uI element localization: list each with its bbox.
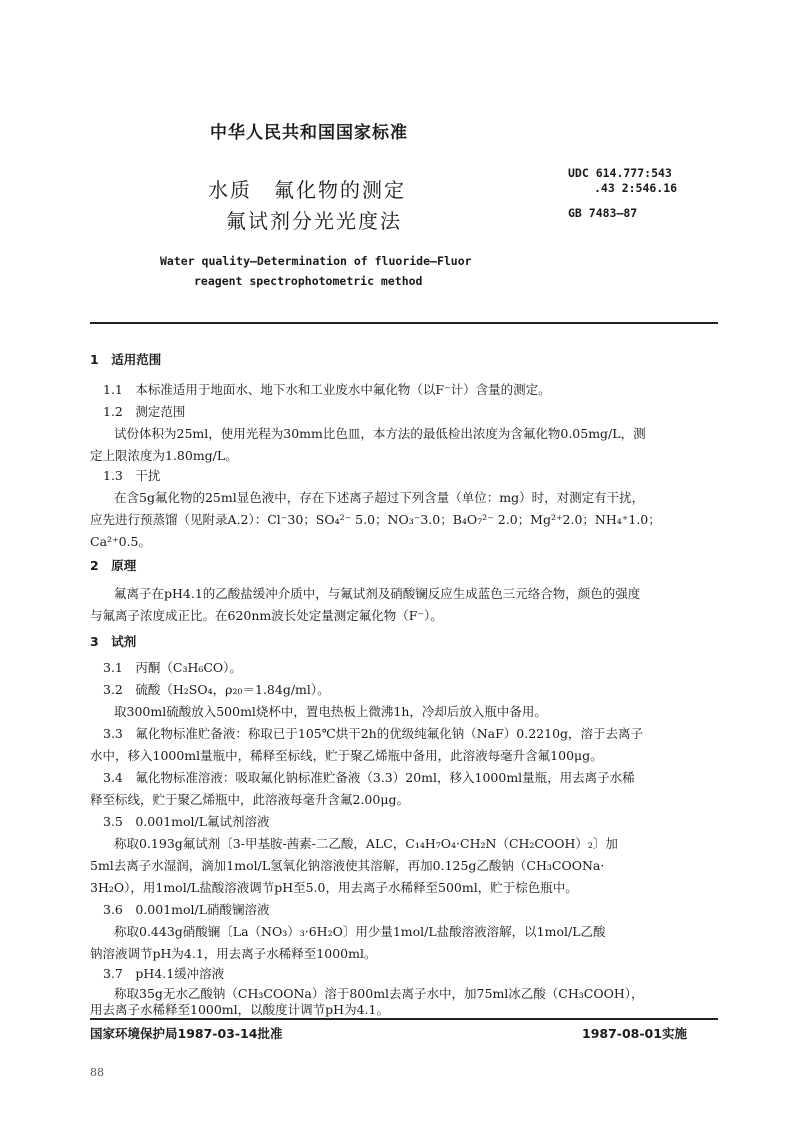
approval-date: 国家环境保护局1987-03-14批准: [90, 1026, 283, 1041]
udc-line-2: .43 2:546.16: [594, 181, 678, 195]
section-2-text-b: 与氟离子浓度成正比。在620nm波长处定量测定氟化物（F⁻）。: [90, 608, 443, 623]
clause-1-3-text-c: Ca²⁺0.5。: [90, 534, 152, 549]
clause-3-5-heading: 3.5 0.001mol/L氟试剂溶液: [103, 814, 270, 829]
udc-line-1: UDC 614.777:543: [568, 166, 672, 180]
clause-3-6-heading: 3.6 0.001mol/L硝酸镧溶液: [103, 902, 270, 917]
clause-3-5-text-c: 3H₂O），用1mol/L盐酸溶液调节pH至5.0，用去离子水稀释至500ml，贮于棕色瓶中。: [90, 880, 578, 895]
clause-3-7-text-b: 用去离子水稀释至1000ml，以酸度计调节pH为4.1。: [90, 1002, 389, 1017]
footer-rule: [90, 1018, 718, 1020]
title-line-2: 氟试剂分光光度法: [226, 209, 402, 233]
clause-3-3-text-a: 3.3 氟化物标准贮备液：称取已于105℃烘干2h的优级纯氟化钠（NaF）0.2210g，溶于去离子: [103, 726, 644, 741]
clause-3-7-heading: 3.7 pH4.1缓冲溶液: [103, 966, 225, 981]
clause-3-2-text: 取300ml硫酸放入500ml烧杯中，置电热板上微沸1h，冷却后放入瓶中备用。: [114, 704, 547, 719]
page-number: 88: [90, 1066, 104, 1079]
clause-3-7-text-a: 称取35g无水乙酸钠（CH₃COONa）溶于800ml去离子水中，加75ml冰乙酸（CH₃COOH），: [114, 986, 644, 1001]
english-title-line-2: reagent spectrophotometric method: [194, 274, 423, 288]
clause-1-1: 1.1 本标准适用于地面水、地下水和工业废水中氟化物（以F⁻计）含量的测定。: [103, 382, 551, 397]
clause-1-2-text-a: 试份体积为25ml，使用光程为30mm比色皿，本方法的最低检出浓度为含氟化物0.05mg/L，测: [114, 426, 646, 441]
clause-3-1: 3.1 丙酮（C₃H₆CO）。: [103, 660, 242, 675]
clause-1-2-text-b: 定上限浓度为1.80mg/L。: [90, 448, 238, 463]
clause-1-2-heading: 1.2 测定范围: [103, 404, 186, 419]
effective-date: 1987-08-01实施: [582, 1026, 687, 1041]
title-line-1: 水质 氟化物的测定: [208, 178, 406, 202]
clause-1-3-text-a: 在含5g氟化物的25ml显色液中，存在下述离子超过下列含量（单位：mg）时，对测定有干扰，: [114, 490, 645, 505]
clause-3-5-text-b: 5ml去离子水湿润，滴加1mol/L氢氧化钠溶液使其溶解，再加0.125g乙酸钠（CH₃COONa·: [90, 858, 605, 873]
section-1-heading: 1 适用范围: [90, 352, 162, 367]
clause-3-3-text-b: 水中，移入1000ml量瓶中，稀释至标线，贮于聚乙烯瓶中备用，此溶液每毫升含氟100μg。: [90, 748, 603, 763]
gb-code: GB 7483—87: [568, 206, 638, 220]
english-title-line-1: Water quality—Determination of fluoride—Fluor: [160, 254, 472, 268]
udc-code: [568, 166, 677, 196]
section-3-heading: 3 试剂: [90, 634, 137, 649]
clause-3-4-text-a: 3.4 氟化物标准溶液：吸取氟化钠标准贮备液（3.3）20ml，移入1000ml量瓶，用去离子水稀: [103, 770, 635, 785]
clause-1-3-text-b: 应先进行预蒸馏（见附录A.2）：Cl⁻30；SO₄²⁻ 5.0；NO₃⁻3.0；B₄O₇²⁻ 2.0；Mg²⁺2.0；NH₄⁺1.0；: [90, 512, 661, 527]
section-2-text-a: 氟离子在pH4.1的乙酸盐缓冲介质中，与氟试剂及硝酸镧反应生成蓝色三元络合物，颜色的强度: [114, 586, 641, 601]
clause-3-6-text-a: 称取0.443g硝酸镧〔La（NO₃）₃·6H₂O〕用少量1mol/L盐酸溶液溶解，以1mol/L乙酸: [114, 924, 606, 939]
header-rule: [90, 322, 718, 324]
clause-3-6-text-b: 钠溶液调节pH为4.1，用去离子水稀释至1000ml。: [90, 946, 377, 961]
issuing-authority: 中华人民共和国国家标准: [210, 123, 408, 143]
clause-3-5-text-a: 称取0.193g氟试剂〔3-甲基胺-茜素-二乙酸，ALC，C₁₄H₇O₄·CH₂N（CH₂COOH）₂〕加: [114, 836, 618, 851]
clause-3-4-text-b: 释至标线，贮于聚乙烯瓶中，此溶液每毫升含氟2.00μg。: [90, 792, 409, 807]
clause-3-2: 3.2 硫酸（H₂SO₄，ρ₂₀＝1.84g/ml）。: [103, 682, 330, 697]
section-2-heading: 2 原理: [90, 558, 137, 573]
clause-1-3-heading: 1.3 干扰: [103, 468, 161, 483]
